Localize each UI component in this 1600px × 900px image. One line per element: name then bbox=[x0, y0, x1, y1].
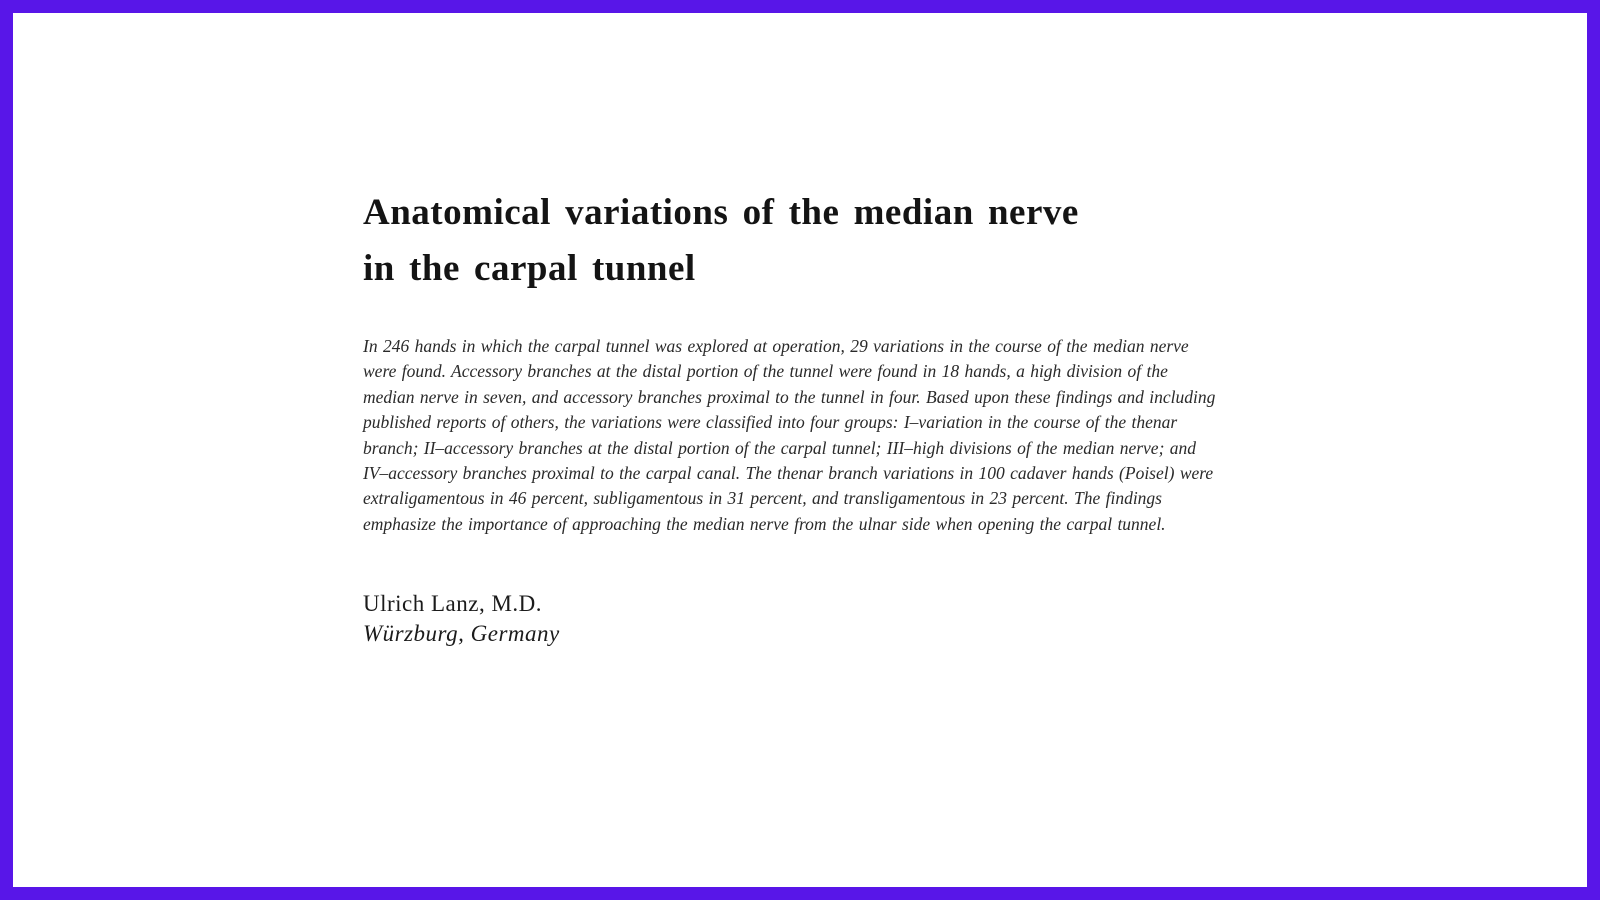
article-title bbox=[363, 185, 1219, 297]
author-block bbox=[363, 589, 1219, 649]
article-abstract: In 246 hands in which the carpal tunnel was explored at operation, 29 variations in the course of the median nerve were found. Accessory branches at the distal portion of the tunnel were found in 18 hands, a high division of the median nerve in seven, and accessory branches proximal to the tunnel in four. Based upon these findings and including published reports of others, the variations were classified into four groups: I–variation in the course of the thenar branch; II–accessory branches at the distal portion of the carpal tunnel; III–high divisions of the median nerve; and IV–accessory branches proximal to the carpal canal. The thenar branch variations in 100 cadaver hands (Poisel) were extraligamentous in 46 percent, subligamentous in 31 percent, and transligamentous in 23 percent. The findings emphasize the importance of approaching the median nerve from the ulnar side when opening the carpal tunnel. bbox=[363, 336, 1216, 534]
author-name: Ulrich Lanz, M.D. bbox=[363, 591, 543, 617]
article-title-line-2: in the carpal tunnel bbox=[363, 248, 696, 289]
paper-page bbox=[13, 13, 1587, 887]
article-content bbox=[363, 13, 1219, 649]
author-location: Würzburg, Germany bbox=[363, 621, 560, 647]
article-title-line-1: Anatomical variations of the median nerve bbox=[363, 192, 1079, 233]
